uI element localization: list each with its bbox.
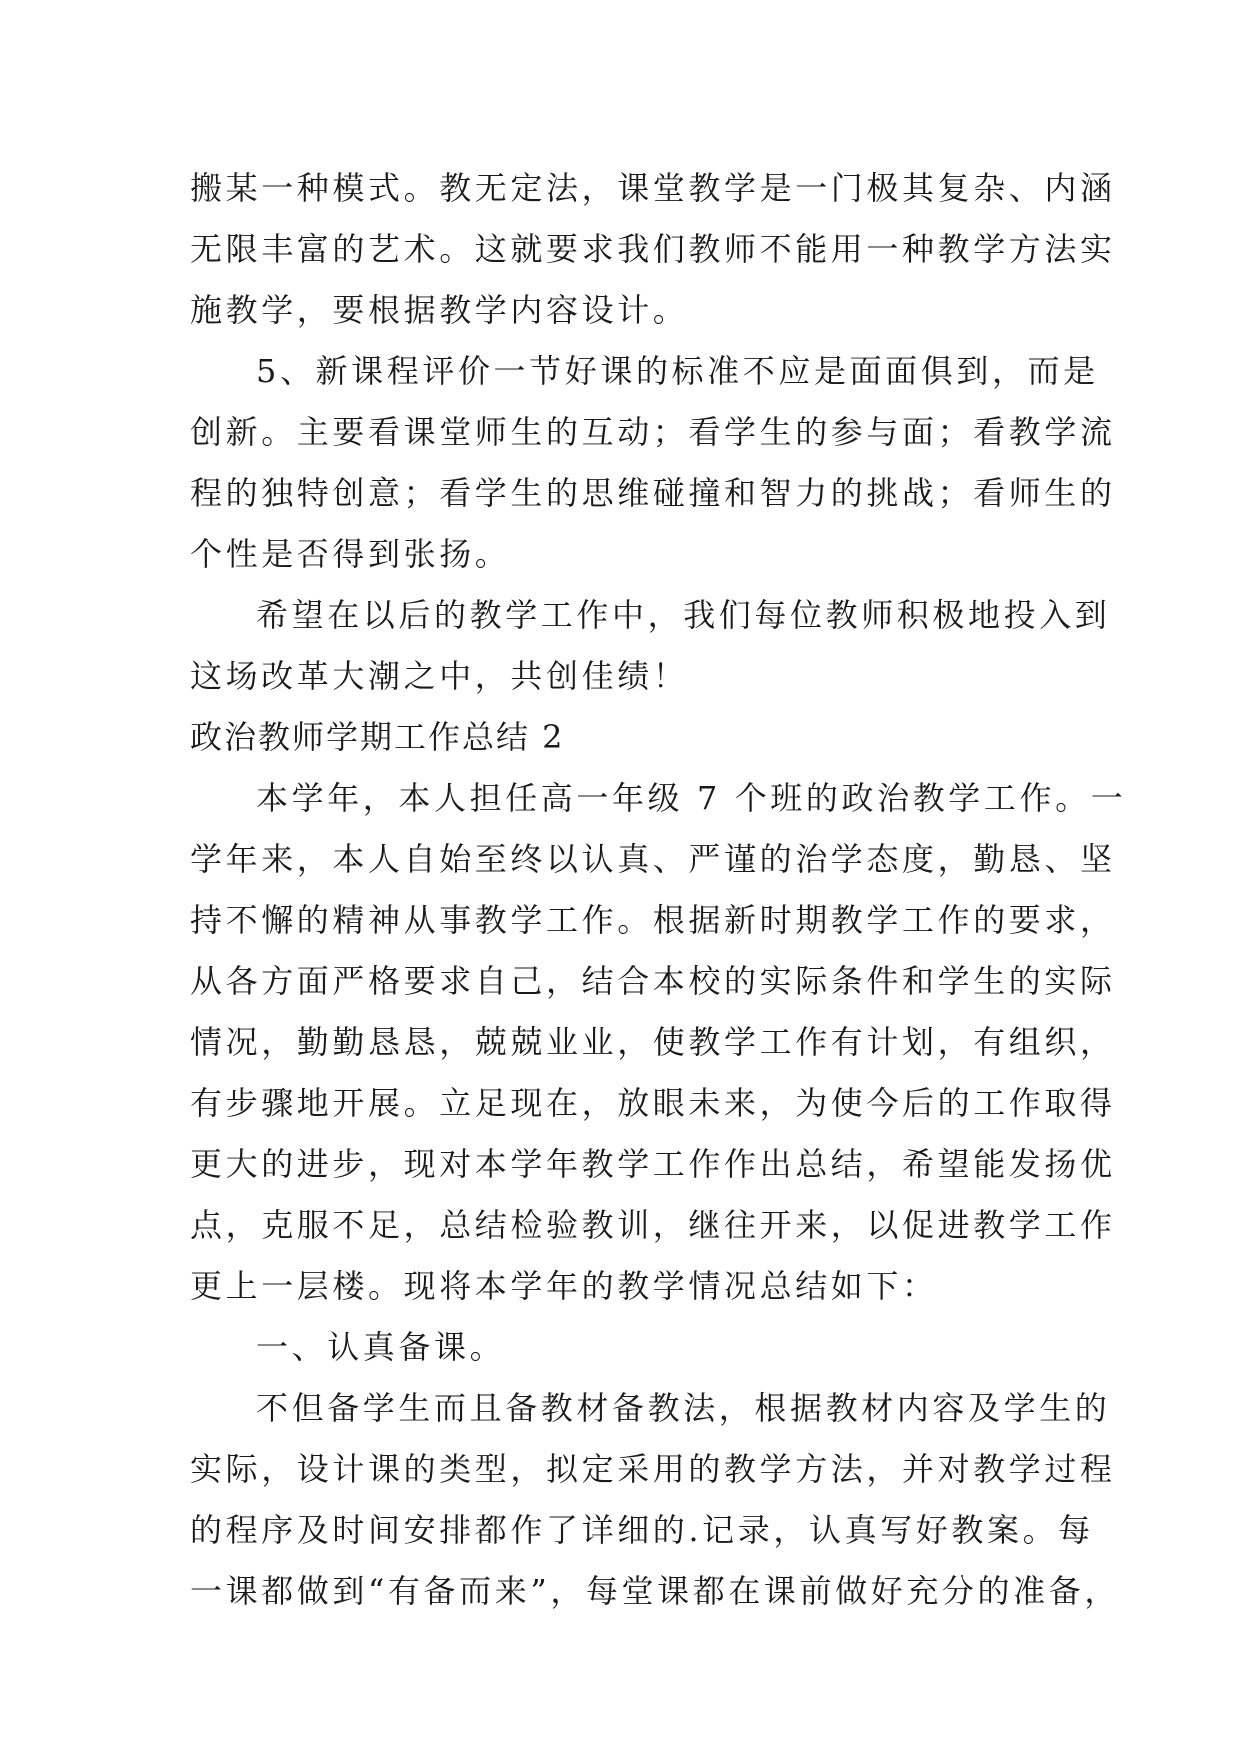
text-line: 这场改革大潮之中，共创佳绩！: [190, 657, 689, 695]
text-line: 持不懈的精神从事教学工作。根据新时期教学工作的要求，: [190, 901, 1116, 939]
document-page: [190, 158, 1127, 1622]
text-line: 程的独特创意；看学生的思维碰撞和智力的挑战；看师生的: [190, 474, 1116, 512]
text-line: 更上一层楼。现将本学年的教学情况总结如下：: [190, 1267, 938, 1305]
text-line: 学年来，本人自始至终以认真、严谨的治学态度，勤恳、坚: [190, 840, 1116, 878]
text-line: 更大的进步，现对本学年教学工作作出总结，希望能发扬优: [190, 1145, 1116, 1183]
text-line: 本学年，本人担任高一年级 7 个班的政治教学工作。一: [256, 779, 1127, 817]
text-line: 5、新课程评价一节好课的标准不应是面面俱到，而是: [256, 352, 1099, 390]
text-line: 希望在以后的教学工作中，我们每位教师积极地投入到: [256, 596, 1111, 634]
text-line: 施教学，要根据教学内容设计。: [190, 291, 689, 329]
text-line: 点，克服不足，总结检验教训，继往开来，以促进教学工作: [190, 1206, 1116, 1244]
text-line: 无限丰富的艺术。这就要求我们教师不能用一种教学方法实: [190, 230, 1116, 268]
text-line: 从各方面严格要求自己，结合本校的实际条件和学生的实际: [190, 962, 1116, 1000]
text-line: 的程序及时间安排都作了详细的.记录，认真写好教案。每: [190, 1511, 1094, 1549]
text-line: 创新。主要看课堂师生的互动；看学生的参与面；看教学流: [190, 413, 1116, 451]
text-line: 实际，设计课的类型，拟定采用的教学方法，并对教学过程: [190, 1450, 1116, 1488]
text-line: 个性是否得到张扬。: [190, 535, 511, 573]
section-heading: 政治教师学期工作总结 2: [190, 718, 565, 756]
text-line: 有步骤地开展。立足现在，放眼未来，为使今后的工作取得: [190, 1084, 1116, 1122]
text-line: 搬某一种模式。教无定法，课堂教学是一门极其复杂、内涵: [190, 169, 1116, 207]
text-line: 情况，勤勤恳恳，兢兢业业，使教学工作有计划，有组织，: [190, 1023, 1116, 1061]
text-line: 一课都做到“有备而来”，每堂课都在课前做好充分的准备，: [190, 1572, 1120, 1610]
text-line: 不但备学生而且备教材备教法，根据教材内容及学生的: [256, 1389, 1111, 1427]
subheading-line: 一、认真备课。: [256, 1328, 506, 1366]
